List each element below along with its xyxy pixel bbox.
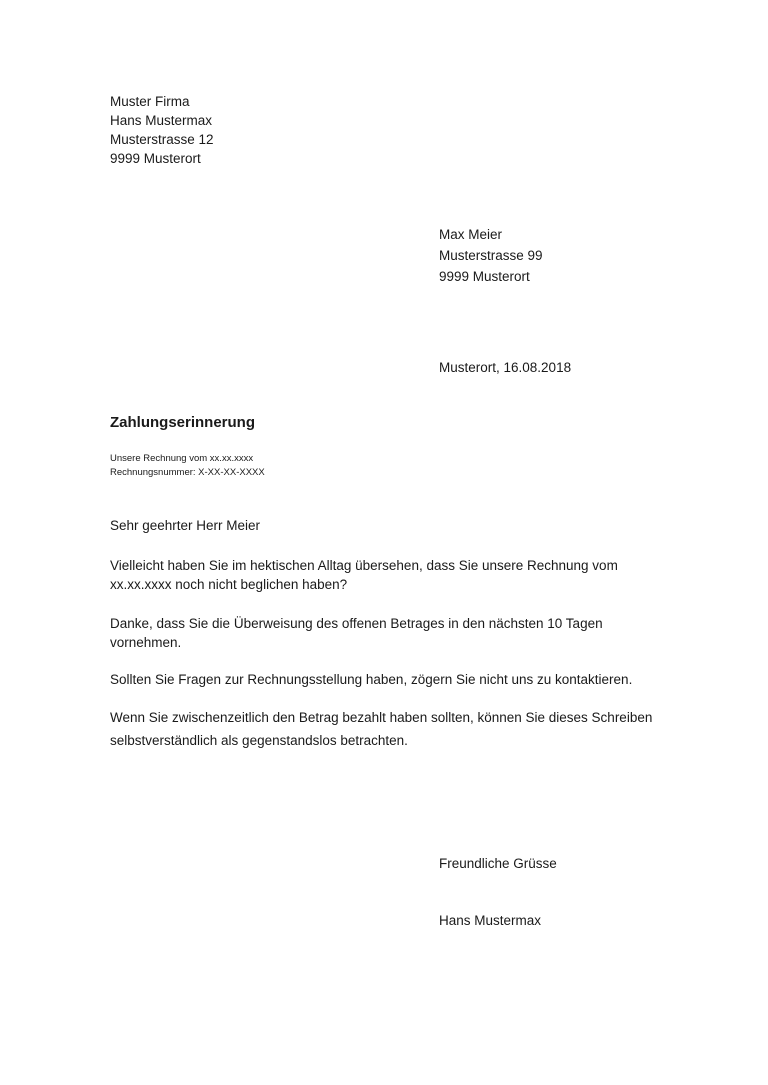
- sender-address: [110, 92, 214, 168]
- recipient-name: Max Meier: [439, 227, 503, 242]
- invoice-references: [110, 452, 265, 480]
- date-line: Musterort, 16.08.2018: [439, 360, 572, 375]
- signature-name: Hans Mustermax: [439, 913, 542, 928]
- sender-street: Musterstrasse 12: [110, 132, 214, 147]
- body-paragraph-2-line-2: vornehmen.: [110, 635, 182, 650]
- body-paragraph-2: [110, 614, 670, 652]
- body-paragraph-1: [110, 556, 670, 594]
- body-paragraph-1-line-1: Vielleicht haben Sie im hektischen Alltag übersehen, dass Sie unsere Rechnung vom: [110, 558, 618, 573]
- body-paragraph-1-line-2: xx.xx.xxxx noch nicht beglichen haben?: [110, 577, 348, 592]
- closing-phrase: Freundliche Grüsse: [439, 856, 557, 871]
- body-paragraph-4-line-1: Wenn Sie zwischenzeitlich den Betrag bezahlt haben sollten, können Sie dieses Schreiben: [110, 710, 653, 725]
- salutation: Sehr geehrter Herr Meier: [110, 518, 261, 533]
- body-paragraph-4-line-2: selbstverständlich als gegenstandslos betrachten.: [110, 733, 408, 748]
- sender-city: 9999 Musterort: [110, 151, 201, 166]
- recipient-address: [439, 224, 543, 287]
- sender-company: Muster Firma: [110, 94, 190, 109]
- body-paragraph-4: [110, 706, 670, 752]
- body-paragraph-3: [110, 670, 670, 689]
- recipient-city: 9999 Musterort: [439, 269, 530, 284]
- letter-subject: Zahlungserinnerung: [110, 414, 256, 431]
- invoice-date-reference: Unsere Rechnung vom xx.xx.xxxx: [110, 453, 254, 464]
- recipient-street: Musterstrasse 99: [439, 248, 543, 263]
- sender-name: Hans Mustermax: [110, 113, 213, 128]
- body-paragraph-2-line-1: Danke, dass Sie die Überweisung des offenen Betrages in den nächsten 10 Tagen: [110, 616, 603, 631]
- invoice-number-reference: Rechnungsnummer: X-XX-XX-XXXX: [110, 467, 265, 478]
- body-paragraph-3-line-1: Sollten Sie Fragen zur Rechnungsstellung haben, zögern Sie nicht uns zu kontaktieren.: [110, 672, 633, 687]
